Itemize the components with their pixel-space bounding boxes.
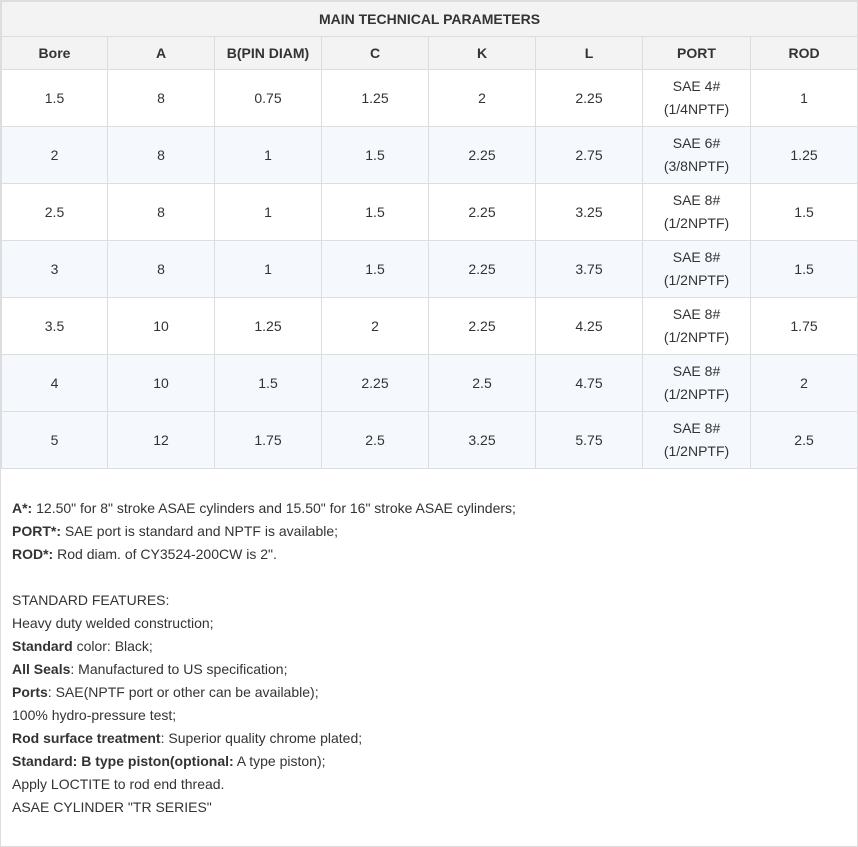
table-header-row (2, 37, 858, 70)
spacer (12, 566, 842, 589)
cell-b-pin-diam: 0.75 (215, 70, 322, 127)
cell-port (643, 355, 751, 412)
notes-section (12, 497, 842, 819)
column-header-l: L (536, 37, 643, 70)
table-row (2, 355, 858, 412)
feature-welded: Heavy duty welded construction; (12, 615, 214, 631)
table-title: MAIN TECHNICAL PARAMETERS (2, 2, 858, 37)
feature-rod-surface (12, 727, 842, 750)
cell-port (643, 412, 751, 469)
port-thread: (1/4NPTF) (663, 101, 730, 117)
feature-piston (12, 750, 842, 773)
port-size: SAE 8# (672, 192, 721, 208)
cell-k: 2.25 (429, 127, 536, 184)
cell-l: 3.25 (536, 184, 643, 241)
feature-seals-label: All Seals (12, 661, 71, 677)
port-thread: (1/2NPTF) (663, 386, 730, 402)
port-size: SAE 4# (672, 78, 721, 94)
port-thread: (3/8NPTF) (663, 158, 730, 174)
cell-k: 2.5 (429, 355, 536, 412)
cell-rod: 1.75 (751, 298, 858, 355)
cell-a: 10 (108, 355, 215, 412)
cell-c: 1.25 (322, 70, 429, 127)
table-row (2, 412, 858, 469)
cell-a: 12 (108, 412, 215, 469)
cell-c: 2.5 (322, 412, 429, 469)
table-row (2, 70, 858, 127)
port-thread: (1/2NPTF) (663, 443, 730, 459)
feature-series: ASAE CYLINDER "TR SERIES" (12, 799, 212, 815)
cell-rod: 2.5 (751, 412, 858, 469)
cell-b-pin-diam: 1 (215, 184, 322, 241)
column-header-port: PORT (643, 37, 751, 70)
cell-rod: 1.5 (751, 241, 858, 298)
port-size: SAE 8# (672, 420, 721, 436)
feature-hydro: 100% hydro-pressure test; (12, 707, 177, 723)
column-header-c: C (322, 37, 429, 70)
note-rod (12, 543, 842, 566)
cell-rod: 1.25 (751, 127, 858, 184)
note-port-label: PORT*: (12, 523, 61, 539)
cell-port (643, 298, 751, 355)
technical-parameters-table (1, 1, 858, 469)
port-thread: (1/2NPTF) (663, 272, 730, 288)
column-header-bore: Bore (2, 37, 108, 70)
cell-c: 1.5 (322, 241, 429, 298)
cell-rod: 1.5 (751, 184, 858, 241)
cell-b-pin-diam: 1.5 (215, 355, 322, 412)
note-rod-text: Rod diam. of CY3524-200CW is 2". (53, 546, 277, 562)
feature-loctite: Apply LOCTITE to rod end thread. (12, 776, 225, 792)
note-a-text: 12.50" for 8" stroke ASAE cylinders and 15.50" for 16" stroke ASAE cylinders; (32, 500, 516, 516)
note-a-label: A*: (12, 500, 33, 516)
cell-bore: 3 (2, 241, 108, 298)
feature-seals (12, 658, 842, 681)
cell-a: 8 (108, 241, 215, 298)
cell-bore: 2 (2, 127, 108, 184)
note-rod-label: ROD*: (12, 546, 54, 562)
cell-rod: 1 (751, 70, 858, 127)
cell-bore: 2.5 (2, 184, 108, 241)
feature-seals-text: : Manufactured to US specification; (70, 661, 288, 677)
cell-c: 2 (322, 298, 429, 355)
cell-l: 5.75 (536, 412, 643, 469)
feature-color-text: color: Black; (72, 638, 153, 654)
port-size: SAE 8# (672, 363, 721, 379)
column-header-a: A (108, 37, 215, 70)
cell-a: 8 (108, 184, 215, 241)
port-thread: (1/2NPTF) (663, 329, 730, 345)
cell-k: 3.25 (429, 412, 536, 469)
table-row (2, 298, 858, 355)
feature-ports-text: : SAE(NPTF port or other can be available); (47, 684, 319, 700)
cell-bore: 3.5 (2, 298, 108, 355)
cell-port (643, 184, 751, 241)
feature-piston-label: Standard: B type piston(optional: (12, 753, 234, 769)
cell-bore: 4 (2, 355, 108, 412)
port-size: SAE 8# (672, 306, 721, 322)
column-header-rod: ROD (751, 37, 858, 70)
column-header-b-pin-diam: B(PIN DIAM) (215, 37, 322, 70)
cell-bore: 1.5 (2, 70, 108, 127)
feature-rod-surface-text: : Superior quality chrome plated; (160, 730, 363, 746)
cell-c: 1.5 (322, 184, 429, 241)
cell-a: 8 (108, 70, 215, 127)
cell-l: 2.25 (536, 70, 643, 127)
table-row (2, 241, 858, 298)
cell-b-pin-diam: 1 (215, 127, 322, 184)
table-row (2, 127, 858, 184)
feature-ports-label: Ports (12, 684, 48, 700)
cell-l: 4.75 (536, 355, 643, 412)
cell-b-pin-diam: 1.75 (215, 412, 322, 469)
feature-ports (12, 681, 842, 704)
cell-b-pin-diam: 1.25 (215, 298, 322, 355)
port-size: SAE 8# (672, 249, 721, 265)
feature-rod-surface-label: Rod surface treatment (12, 730, 161, 746)
cell-k: 2.25 (429, 184, 536, 241)
cell-a: 8 (108, 127, 215, 184)
port-size: SAE 6# (672, 135, 721, 151)
cell-k: 2.25 (429, 298, 536, 355)
cell-l: 2.75 (536, 127, 643, 184)
table-row (2, 184, 858, 241)
cell-k: 2 (429, 70, 536, 127)
port-thread: (1/2NPTF) (663, 215, 730, 231)
cell-c: 1.5 (322, 127, 429, 184)
note-port-text: SAE port is standard and NPTF is available; (61, 523, 339, 539)
feature-piston-text: A type piston); (233, 753, 326, 769)
note-a (12, 497, 842, 520)
cell-b-pin-diam: 1 (215, 241, 322, 298)
cell-l: 4.25 (536, 298, 643, 355)
cell-l: 3.75 (536, 241, 643, 298)
column-header-k: K (429, 37, 536, 70)
cell-c: 2.25 (322, 355, 429, 412)
features-heading: STANDARD FEATURES: (12, 592, 170, 608)
feature-color (12, 635, 842, 658)
cell-port (643, 241, 751, 298)
cell-port (643, 127, 751, 184)
cell-k: 2.25 (429, 241, 536, 298)
feature-color-label: Standard (12, 638, 73, 654)
cell-bore: 5 (2, 412, 108, 469)
cell-port (643, 70, 751, 127)
cell-rod: 2 (751, 355, 858, 412)
cell-a: 10 (108, 298, 215, 355)
note-port (12, 520, 842, 543)
